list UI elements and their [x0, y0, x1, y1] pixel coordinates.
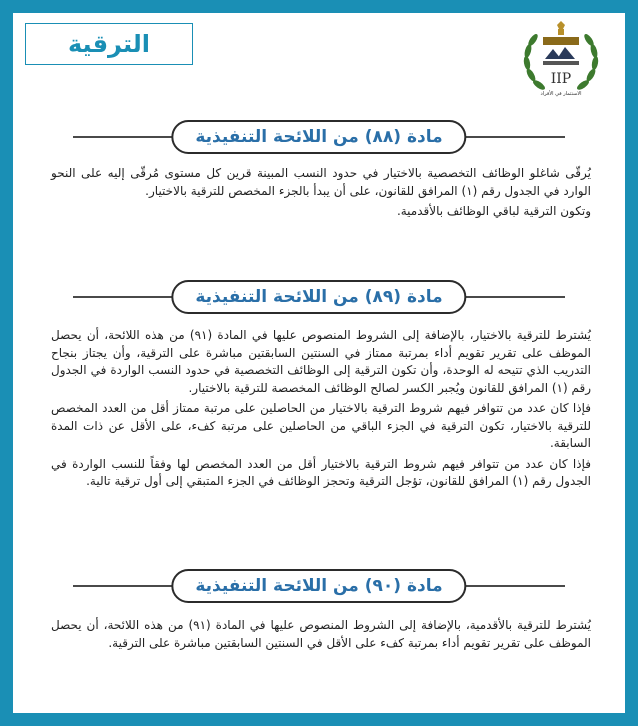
article-89-body — [51, 327, 591, 491]
document-page — [13, 13, 625, 713]
article-90-paragraph: يُشترط للترقية بالأقدمية، بالإضافة إلى الشروط المنصوص عليها في المادة (٩١) من هذه اللائحة، أن يحصل الموظف على تقرير تقويم أداء بمرتبة كفء على الأقل في السنتين السابقتين مباشرة على الترقية. — [51, 618, 592, 650]
logo-tagline: الاستثمار في الأفراد — [540, 91, 582, 97]
article-88-paragraph: يُرقّى شاغلو الوظائف التخصصية بالاختيار في حدود النسب المبينة قرين كل مستوى مُرقّى إليه على النحو الوارد في الجدول رقم (١) المرافق للقانون، على أن يبدأ بالجزء المخصص للترقية بالاختيار. — [51, 166, 591, 198]
article-89-header — [13, 277, 625, 317]
article-89-paragraph: فإذا كان عدد من تتوافر فيهم شروط الترقية بالاختيار من الحاصلين على مرتبة ممتاز أقل من العدد المخصص للترقية بالاختيار، تكون الترقية في الجزء الباقي من الحاصلين على مرتبة كفء، على الأقل عن ذات المدة السابقة. — [51, 401, 591, 450]
article-88-title: مادة (٨٨) من اللائحة التنفيذية — [171, 120, 466, 154]
article-89-paragraph: فإذا كان عدد من تتوافر فيهم شروط الترقية بالاختيار أقل من العدد المخصص لها وفقاً للنسب الواردة في الجدول رقم (١) المرافق للقانون، تؤجل الترقية وتحجز الوظائف في الجزء المتبقي إلى أول ترقية تالية. — [51, 456, 591, 488]
article-90-title: مادة (٩٠) من اللائحة التنفيذية — [171, 569, 466, 603]
article-90-body — [51, 617, 591, 652]
logo-name: IIP — [550, 71, 572, 87]
article-88-header — [13, 117, 625, 157]
article-89-paragraph: يُشترط للترقية بالاختيار، بالإضافة إلى الشروط المنصوص عليها في المادة (٩١) من هذه اللائحة، أن يحصل الموظف على تقرير تقويم أداء بمرتبة ممتاز في السنتين السابقتين مباشرة على الترقية، وأن يجتاز بنجاح التدريب الذي تتيحه له الوحدة، وأن تكون الترقية إلى الوظائف التخصصية في حدود النسب الواردة في الجدول رقم (١) المرافق للقانون ويُجبر الكسر لصالح الوظائف المخصصة للترقية بالاختيار. — [51, 328, 592, 395]
iip-logo — [519, 19, 603, 103]
article-88-body — [51, 165, 591, 221]
page-title: الترقية — [25, 23, 193, 65]
article-88-paragraph: وتكون الترقية لباقي الوظائف بالأقدمية. — [396, 204, 591, 218]
article-89-title: مادة (٨٩) من اللائحة التنفيذية — [171, 280, 466, 314]
article-90-header — [13, 566, 625, 606]
